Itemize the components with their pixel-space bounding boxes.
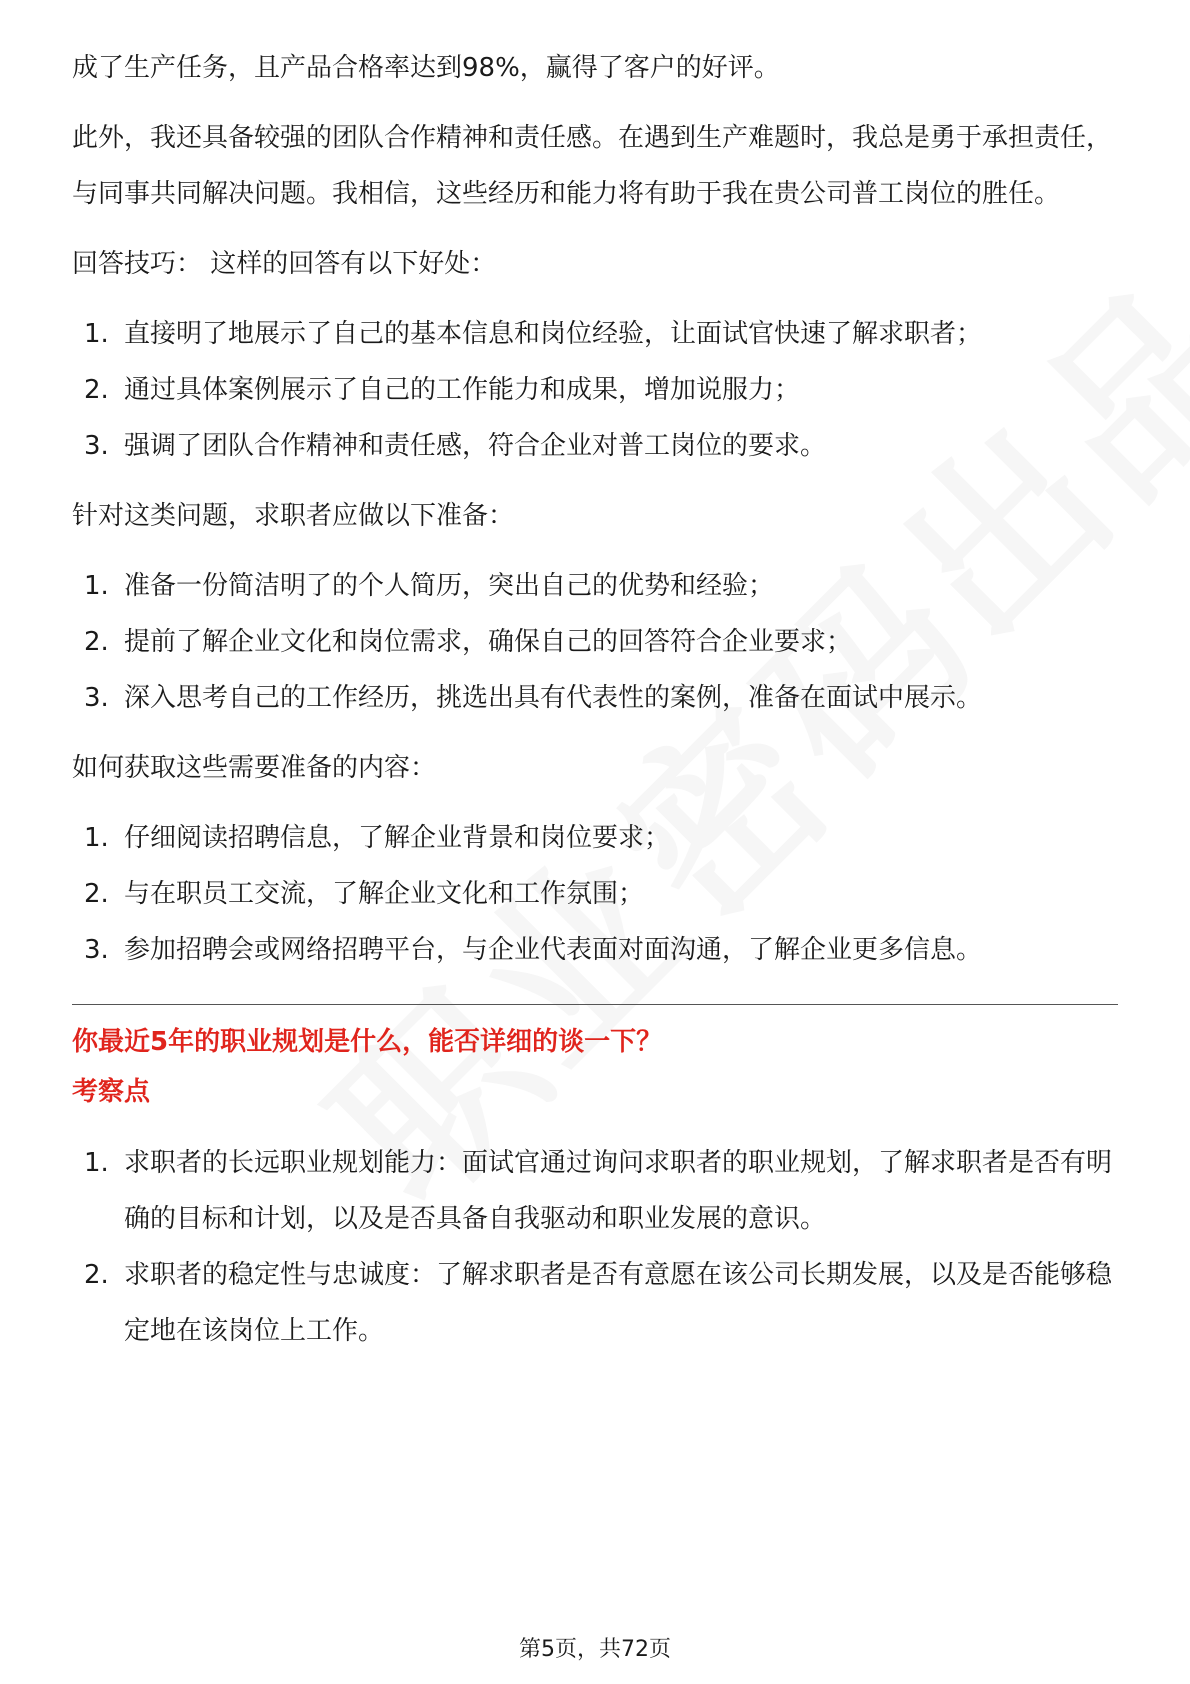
section-divider — [72, 1004, 1118, 1005]
list-item: 3. 深入思考自己的工作经历，挑选出具有代表性的案例，准备在面试中展示。 — [84, 683, 983, 713]
assessment-points-list — [72, 1135, 1118, 1359]
list-item: 1. 仔细阅读招聘信息，了解企业背景和岗位要求； — [84, 823, 671, 853]
list-item: 2. 求职者的稳定性与忠诚度：了解求职者是否有意愿在该公司长期发展，以及是否能够稳定地在该岗位上工作。 — [84, 1260, 1113, 1346]
prep-list — [72, 558, 1118, 726]
obtain-intro: 如何获取这些需要准备的内容： — [72, 753, 437, 783]
section-heading: 考察点 — [72, 1077, 151, 1107]
list-item: 1. 求职者的长远职业规划能力：面试官通过询问求职者的职业规划，了解求职者是否有明确的目标和计划，以及是否具备自我驱动和职业发展的意识。 — [84, 1148, 1113, 1234]
list-item: 2. 与在职员工交流，了解企业文化和工作氛围； — [84, 879, 645, 909]
paragraph-teamwork: 此外，我还具备较强的团队合作精神和责任感。在遇到生产难题时，我总是勇于承担责任，与同事共同解决问题。我相信，这些经历和能力将有助于我在贵公司普工岗位的胜任。 — [72, 123, 1113, 209]
page-number: 第5页，共72页 — [519, 1637, 671, 1662]
question-title: 你最近5年的职业规划是什么，能否详细的谈一下？ — [72, 1027, 663, 1057]
list-item: 2. 通过具体案例展示了自己的工作能力和成果，增加说服力； — [84, 375, 801, 405]
list-item: 1. 直接明了地展示了自己的基本信息和岗位经验，让面试官快速了解求职者； — [84, 319, 983, 349]
list-item: 3. 强调了团队合作精神和责任感，符合企业对普工岗位的要求。 — [84, 431, 827, 461]
list-item: 2. 提前了解企业文化和岗位需求，确保自己的回答符合企业要求； — [84, 627, 853, 657]
paragraph-continuation: 成了生产任务，且产品合格率达到98%，赢得了客户的好评。 — [72, 53, 780, 83]
list-item: 3. 参加招聘会或网络招聘平台，与企业代表面对面沟通，了解企业更多信息。 — [84, 935, 983, 965]
document-page — [72, 40, 1118, 1373]
obtain-list — [72, 810, 1118, 978]
tips-intro: 回答技巧： 这样的回答有以下好处： — [72, 249, 497, 279]
prep-intro: 针对这类问题，求职者应做以下准备： — [72, 501, 515, 531]
tips-list — [72, 306, 1118, 474]
list-item: 1. 准备一份简洁明了的个人简历，突出自己的优势和经验； — [84, 571, 775, 601]
